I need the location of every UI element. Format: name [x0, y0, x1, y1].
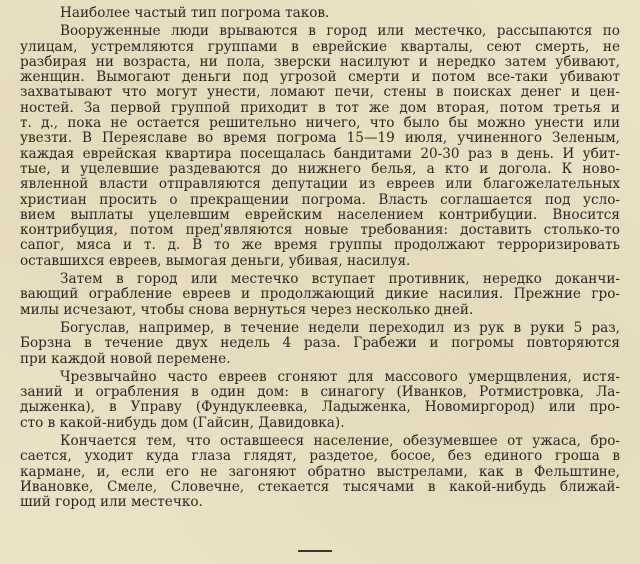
text-line: каждая еврейская квартира посещалась бандитами 20-30 раз в день. И убит- — [20, 146, 620, 162]
text-line: увезти. В Переяславе во время погрома 15—19 июля, учиненного Зеленым, — [20, 131, 620, 147]
text-line: Затем в город или местечко вступает противник, нередко доканчи- — [60, 272, 620, 288]
text-line: дыженка), в Управу (Фундуклеевка, Ладыженка, Новомиргород) или про- — [20, 400, 620, 416]
text-line: Борзна в течение двух недель 4 раза. Грабежи и погромы повторяются — [20, 336, 620, 352]
text-line: сапог, мяса и т. д. В то же время группы продолжают терроризировать — [20, 238, 620, 254]
text-line: милы исчезают, чтобы снова вернуться через несколько дней. — [20, 302, 474, 318]
document-text — [20, 6, 620, 511]
text-line: явленной власти отправляются депутации из евреев или благожелательных — [20, 177, 620, 193]
paragraph — [20, 321, 620, 367]
paragraph — [20, 434, 620, 510]
text-line: разбирая ни возраста, ни пола, зверски насилуют и нередко затем убивают, — [20, 54, 620, 70]
text-line: при каждой новой перемене. — [20, 351, 231, 367]
text-line: тые, и уцелевшие раздеваются до нижнего белья, а кто и догола. К ново- — [20, 161, 620, 177]
text-line: Вооруженные люди врываются в город или местечко, рассыпаются по — [60, 24, 620, 40]
text-line: ший город или местечко. — [20, 495, 203, 511]
text-line: т. д., пока не остается решительно ничего, что было бы можно унести или — [20, 116, 620, 132]
paragraph — [20, 24, 620, 269]
text-line: женщин. Вымогают деньги под угрозой смерти и потом все-таки убивают — [20, 70, 620, 86]
text-line: христиан просить о прекращении погрома. Власть соглашается под усло- — [20, 192, 620, 208]
text-line: Ивановке, Смеле, Словечне, стекается тысячами в какой-нибудь ближай- — [20, 479, 620, 495]
text-line: сто в какой-нибудь дом (Гайсин, Давидовка). — [20, 415, 345, 431]
text-line: заний и ограбления в один дом: в синагогу (Иванков, Ротмистровка, Ла- — [20, 385, 620, 401]
paragraph — [20, 370, 620, 431]
paragraph — [20, 6, 620, 21]
text-line: вающий ограбление евреев и продолжающий дикие насилия. Прежние гро- — [20, 287, 620, 303]
text-line: сается, уходит куда глаза глядят, раздетое, босое, без единого гроша в — [20, 449, 620, 465]
text-line: контрибуция, потом пред'являются новые требования: доставить столько-то — [20, 223, 620, 239]
text-line: кармане, и, если его не загоняют обратно выстрелами, как в Фельштине, — [20, 464, 620, 480]
paragraph — [20, 272, 620, 318]
text-line: Чрезвычайно часто евреев сгоняют для массового умерщвления, истя- — [60, 369, 620, 385]
text-line: оставшихся евреев, вымогая деньги, убивая, насилуя. — [20, 253, 411, 269]
text-line: Наиболее частый тип погрома таков. — [60, 6, 330, 21]
text-line: Богуслав, например, в течение недели переходил из рук в руки 5 раз, — [60, 320, 620, 336]
separator-rule — [298, 550, 332, 552]
text-line: захватывают что могут унести, ломают печи, стены в поисках денег и цен- — [20, 85, 620, 101]
text-line: вием выплаты уцелевшим еврейским населением контрибуции. Вносится — [20, 207, 620, 223]
text-line: Кончается тем, что оставшееся население, обезумевшее от ужаса, бро- — [60, 434, 620, 450]
text-line: улицам, устремляются группами в еврейские кварталы, сеют смерть, не — [20, 39, 620, 55]
text-line: ностей. За первой группой приходит в тот же дом вторая, потом третья и — [20, 100, 620, 116]
